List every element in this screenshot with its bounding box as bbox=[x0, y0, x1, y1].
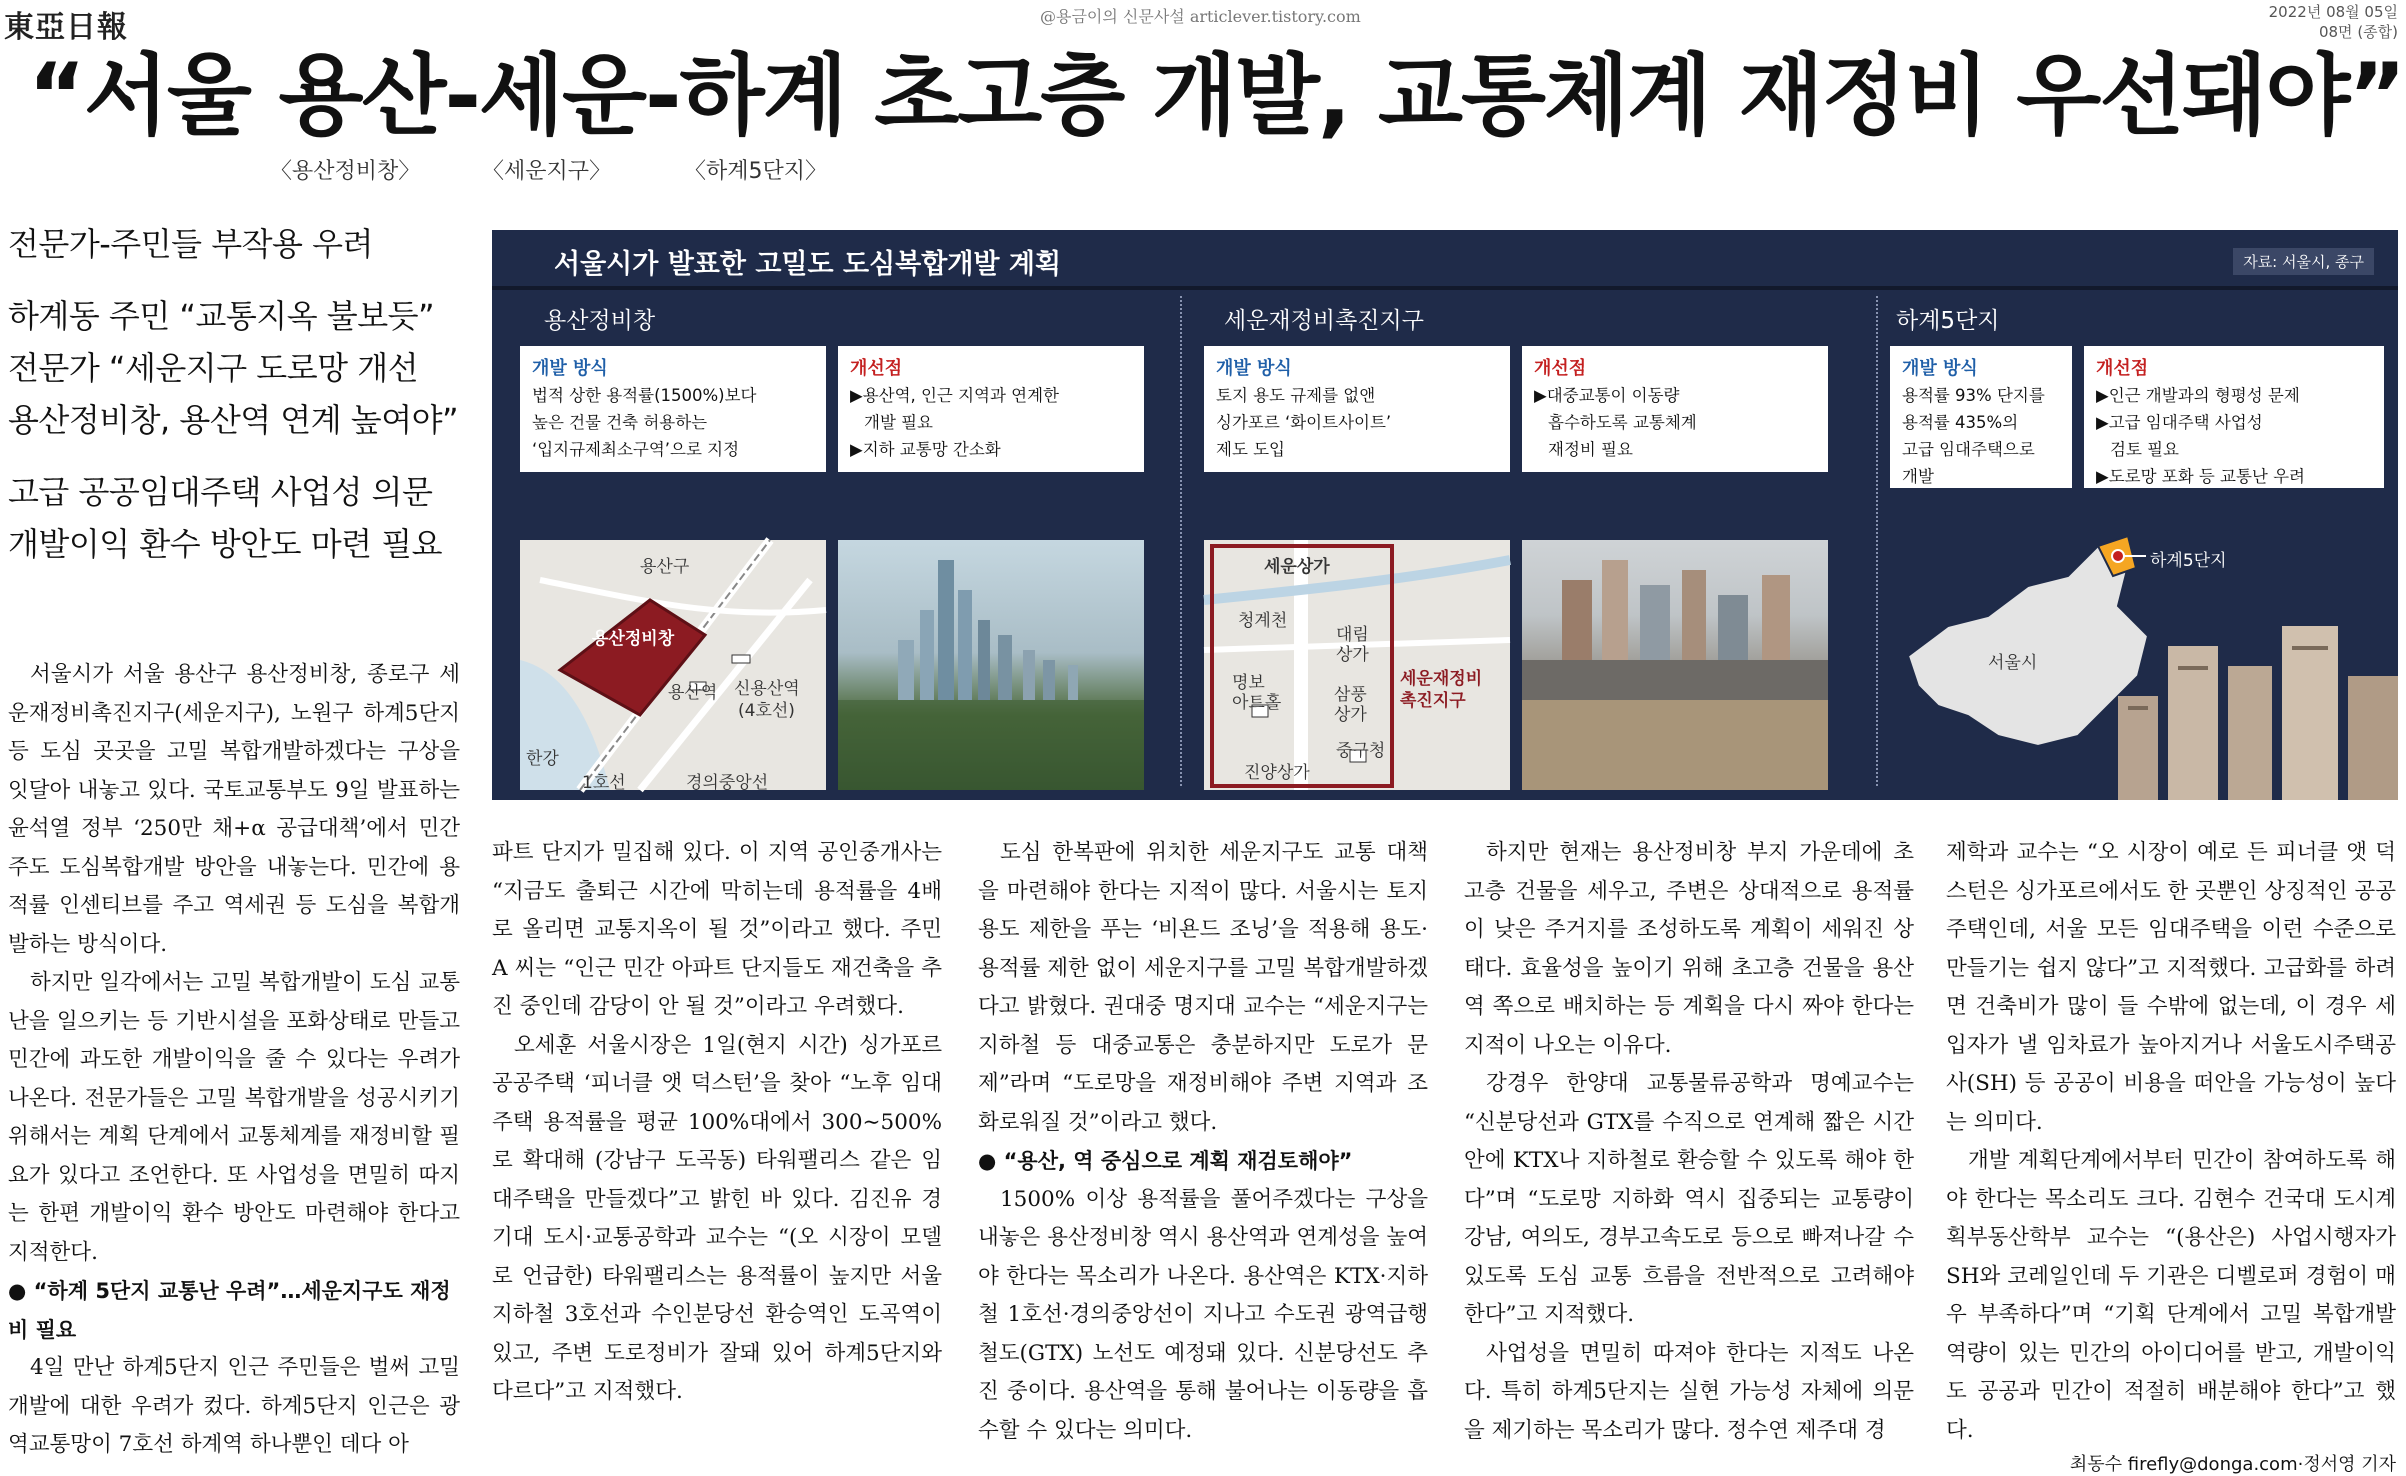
improve-line: ▶고급 임대주택 사업성 bbox=[2096, 413, 2263, 432]
article-headline: “서울 용산-세운-하계 초고층 개발, 교통체계 재정비 우선돼야” bbox=[28, 44, 2405, 147]
map-label: 용산정비창 bbox=[592, 629, 675, 649]
map-label: 청계천 bbox=[1238, 611, 1288, 631]
article-paragraph: 1500% 이상 용적률을 풀어주겠다는 구상을 내놓은 용산정비창 역시 용산역과 연계성을 높여야 한다는 목소리가 나온다. 용산역은 KTX·지하철 1호선·경의중앙선이 지나고 수도권 광역급행철도(GTX) 노선도 예정돼 있다. 신분당선도 추진 중이다. 용산역을 통해 불어나는 이동량을 흡수할 수 있다는 의미다. bbox=[978, 1186, 1428, 1443]
map-label: 용산역 bbox=[668, 683, 718, 703]
method-line: ‘입지규제최소구역’으로 지정 bbox=[532, 440, 740, 459]
improve-line: 흡수하도록 교통체계 bbox=[1548, 413, 1697, 432]
article-paragraph: 개발 계획단계에서부터 민간이 참여하도록 해야 한다는 목소리도 크다. 김현수 건국대 도시계획부동산학부 교수는 “(용산은) 사업시행자가 SH와 코레일인데 두 기관은 디벨로퍼 경험이 매우 부족하다”며 “기획 단계에서 고밀 복합개발 역량이 있는 민간의 아이디어를 받고, 개발이익도 공공과 민간이 적절히 배분해야 한다”고 했다. bbox=[1946, 1148, 2396, 1443]
hagye-illustration bbox=[1878, 506, 2398, 800]
method-line: 높은 건물 건축 허용하는 bbox=[532, 413, 708, 432]
subhead-3-line-1: 고급 공공임대주택 사업성 의문 bbox=[8, 473, 433, 511]
newspaper-logo: 東亞日報 bbox=[4, 10, 128, 45]
map-label: 세운재정비 bbox=[1400, 669, 1483, 689]
article-subtitle: ● “용산, 역 중심으로 계획 재검토해야” bbox=[978, 1149, 1353, 1173]
article-paragraph: 파트 단지가 밀집해 있다. 이 지역 공인중개사는 “지금도 출퇴근 시간에 막히는데 용적률을 4배로 올리면 교통지옥이 될 것”이라고 했다. 주민 A 씨는 “인근 민간 아파트 단지들도 재건축을 추진 중인데 감당이 안 될 것”이라고 우려했다. bbox=[492, 840, 942, 1019]
improve-card bbox=[2084, 346, 2384, 488]
section-hagye bbox=[1878, 290, 2398, 800]
infographic-source: 자료: 서울시, 종구 bbox=[2233, 248, 2374, 275]
map-label: 상가 bbox=[1336, 645, 1369, 665]
caption-sewoon: 〈세운지구〉 bbox=[482, 159, 612, 184]
method-title: 개발 방식 bbox=[1902, 358, 1978, 379]
method-line: 싱가포르 ‘화이트사이트’ bbox=[1216, 413, 1392, 432]
infographic bbox=[492, 230, 2398, 800]
section-title: 세운재정비촉진지구 bbox=[1224, 308, 1424, 334]
map-label: 아트홀 bbox=[1232, 693, 1282, 713]
map-label: 대림 bbox=[1336, 625, 1369, 645]
article-paragraph: 하지만 일각에서는 고밀 복합개발이 도심 교통난을 일으키는 등 기반시설을 포화상태로 만들고 민간에 과도한 개발이익을 줄 수 있다는 우려가 나온다. 전문가들은 고밀 복합개발을 성공시키기 위해서는 계획 단계에서 교통체계를 재정비할 필요가 있다고 조언한다. 또 사업성을 면밀히 따지는 한편 개발이익 환수 방안도 마련해야 한다고 지적한다. bbox=[8, 970, 460, 1265]
page-number: 08면 (종합) bbox=[2318, 23, 2398, 41]
map-label: 상가 bbox=[1334, 705, 1367, 725]
improve-title: 개선점 bbox=[1534, 358, 1587, 379]
seoul-map-svg bbox=[1878, 506, 2398, 800]
article-column-1 bbox=[8, 656, 460, 1465]
method-card bbox=[1890, 346, 2072, 488]
article-paragraph: 하지만 현재는 용산정비창 부지 가운데에 초고층 건물을 세우고, 주변은 상대적으로 용적률이 낮은 주거지를 조성하도록 계획이 세워진 상태다. 효율성을 높이기 위해 초고층 건물을 용산역 쪽으로 배치하는 등 계획을 다시 짜야 한다는 지적이 나오는 이유다. bbox=[1464, 840, 1914, 1058]
subhead-1: 전문가-주민들 부작용 우려 bbox=[8, 225, 373, 263]
subhead-2-line-1: 하계동 주민 “교통지옥 불보듯” bbox=[8, 297, 435, 335]
improve-line: 검토 필요 bbox=[2110, 440, 2180, 459]
map-label: (4호선) bbox=[738, 701, 795, 721]
article-column-3 bbox=[978, 834, 1428, 1450]
publish-date: 2022년 08월 05일 bbox=[2268, 3, 2398, 21]
map-label: 신용산역 bbox=[734, 679, 800, 699]
map-label: 용산구 bbox=[640, 557, 690, 577]
article-column-5 bbox=[1946, 834, 2396, 1476]
article-column-2 bbox=[492, 834, 942, 1412]
improve-line: ▶지하 교통망 간소화 bbox=[850, 440, 1001, 459]
yongsan-rendering-svg bbox=[838, 540, 1144, 790]
improve-line: 개발 필요 bbox=[864, 413, 934, 432]
map-label: 중구청 bbox=[1336, 741, 1386, 761]
map-label: 촉진지구 bbox=[1400, 691, 1466, 711]
improve-card bbox=[838, 346, 1144, 472]
method-line: 용적률 435%의 bbox=[1902, 413, 2019, 432]
method-title: 개발 방식 bbox=[532, 358, 608, 379]
article-paragraph: 4일 만난 하계5단지 인근 주민들은 벌써 고밀개발에 대한 우려가 컸다. 하계5단지 인근은 광역교통망이 7호선 하계역 하나뿐인 데다 아 bbox=[8, 1355, 460, 1457]
yongsan-map-svg bbox=[520, 540, 826, 790]
improve-card bbox=[1522, 346, 1828, 472]
improve-title: 개선점 bbox=[2096, 358, 2149, 379]
method-line: 토지 용도 규제를 없앤 bbox=[1216, 386, 1376, 405]
dateline bbox=[2269, 2, 2398, 42]
map-label: 세운상가 bbox=[1264, 557, 1330, 577]
subhead-2-line-3: 용산정비창, 용산역 연계 높여야” bbox=[8, 401, 459, 439]
method-card bbox=[520, 346, 826, 472]
article-paragraph: 제학과 교수는 “오 시장이 예로 든 피너클 앳 덕스턴은 싱가포르에서도 한 곳뿐인 상징적인 공공주택인데, 서울 모든 임대주택을 이런 수준으로 만들기는 쉽지 않다”고 지적했다. 고급화를 하려면 건축비가 많이 들 수밖에 없는데, 이 경우 세입자가 낼 임차료가 높아지거나 서울도시주택공사(SH) 등 공공이 비용을 떠안을 가능성이 높다는 의미다. bbox=[1946, 840, 2396, 1135]
map-label: 삼풍 bbox=[1334, 685, 1367, 705]
section-title: 용산정비창 bbox=[544, 308, 656, 334]
infographic-title: 서울시가 발표한 고밀도 도심복합개발 계획 bbox=[554, 249, 1062, 280]
caption-yongsan: 〈용산정비창〉 bbox=[270, 159, 421, 184]
article-byline: 최동수 firefly@donga.com·정서영 기자 bbox=[2069, 1454, 2396, 1475]
sewoon-photo bbox=[1522, 540, 1828, 790]
improve-line: 재정비 필요 bbox=[1548, 440, 1633, 459]
map-label: 한강 bbox=[526, 749, 559, 769]
article-paragraph: 오세훈 서울시장은 1일(현지 시간) 싱가포르 공공주택 ‘피너클 앳 덕스턴’을 찾아 “노후 임대주택 용적률을 평균 100%대에서 300∼500%로 확대해 (강남구 도곡동) 타워팰리스 같은 임대주택을 만들겠다”고 밝힌 바 있다. 김진유 경기대 도시·교통공학과 교수는 “(오 시장이 모델로 언급한) 타워팰리스는 용적률이 높지만 서울지하철 3호선과 수인분당선 환승역인 도곡역이 있고, 주변 도로정비가 잘돼 있어 하계5단지와 다르다”고 지적했다. bbox=[492, 1032, 942, 1404]
improve-line: ▶도로망 포화 등 교통난 우려 bbox=[2096, 467, 2305, 486]
section-sewoon bbox=[1182, 290, 1872, 800]
method-line: 개발 bbox=[1902, 467, 1934, 486]
map-label: 진양상가 bbox=[1244, 763, 1310, 783]
map-label: 경의중앙선 bbox=[686, 773, 769, 793]
sewoon-map bbox=[1204, 540, 1510, 790]
method-title: 개발 방식 bbox=[1216, 358, 1292, 379]
improve-line: ▶인근 개발과의 형평성 문제 bbox=[2096, 386, 2300, 405]
article-paragraph: 강경우 한양대 교통물류공학과 명예교수는 “신분당선과 GTX를 수직으로 연계해 짧은 시간 안에 KTX나 지하철로 환승할 수 있도록 해야 한다”며 “도로망 지하화 역시 집중되는 교통량이 강남, 여의도, 경부고속도로 등으로 빠져나갈 수 있도록 도심 교통 흐름을 전반적으로 고려해야 한다”고 지적했다. bbox=[1464, 1071, 1914, 1327]
method-line: 용적률 93% 단지를 bbox=[1902, 386, 2045, 405]
improve-title: 개선점 bbox=[850, 358, 903, 379]
masthead bbox=[0, 0, 2406, 45]
watermark-text: @용금이의 신문사설 articlever.tistory.com bbox=[1040, 7, 1361, 26]
map-label: 명보 bbox=[1232, 673, 1265, 693]
caption-hagye: 〈하계5단지〉 bbox=[684, 159, 828, 184]
method-line: 고급 임대주택으로 bbox=[1902, 440, 2035, 459]
subheads bbox=[8, 218, 488, 570]
improve-line: ▶대중교통이 이동량 bbox=[1534, 386, 1680, 405]
map-label: 서울시 bbox=[1988, 653, 2038, 673]
article-paragraph: 서울시가 서울 용산구 용산정비창, 종로구 세운재정비촉진지구(세운지구), 노원구 하계5단지 등 도심 곳곳을 고밀 복합개발하겠다는 구상을 잇달아 내놓고 있다. 국토교통부도 9일 발표하는 윤석열 정부 ‘250만 채+α 공급대책’에서 민간주도 도심복합개발 방안을 내놓는다. 민간에 용적률 인센티브를 주고 역세권 등 도심을 복합개발하는 방식이다. bbox=[8, 662, 460, 957]
yongsan-map bbox=[520, 540, 826, 793]
map-label: 하계5단지 bbox=[2150, 551, 2227, 571]
section-title: 하계5단지 bbox=[1896, 308, 2000, 334]
map-label: 1호선 bbox=[582, 773, 626, 793]
article-paragraph: 사업성을 면밀히 따져야 한다는 지적도 나온다. 특히 하계5단지는 실현 가능성 자체에 의문을 제기하는 목소리가 많다. 정수연 제주대 경 bbox=[1464, 1340, 1914, 1443]
sewoon-photo-svg bbox=[1522, 540, 1828, 790]
article-paragraph: 도심 한복판에 위치한 세운지구도 교통 대책을 마련해야 한다는 지적이 많다. 서울시는 토지용도 제한을 푸는 ‘비욘드 조닝’을 적용해 용도·용적률 제한 없이 세운지구를 고밀 복합개발하겠다고 밝혔다. 권대중 명지대 교수는 “세운지구는 지하철 등 대중교통은 충분하지만 도로가 문제”라며 “도로망을 재정비해야 주변 지역과 조화로워질 것”이라고 했다. bbox=[978, 840, 1428, 1135]
subhead-2-line-2: 전문가 “세운지구 도로망 개선 bbox=[8, 349, 419, 387]
yongsan-rendering bbox=[838, 540, 1144, 790]
method-card bbox=[1204, 346, 1510, 472]
subhead-3-line-2: 개발이익 환수 방안도 마련 필요 bbox=[8, 525, 443, 563]
section-yongsan bbox=[492, 290, 1172, 800]
improve-line: ▶용산역, 인근 지역과 연계한 bbox=[850, 386, 1059, 405]
article-column-4 bbox=[1464, 834, 1914, 1450]
method-line: 제도 도입 bbox=[1216, 440, 1286, 459]
method-line: 법적 상한 용적률(1500%)보다 bbox=[532, 386, 757, 405]
article-subtitle: ● “하계 5단지 교통난 우려”…세운지구도 재정비 필요 bbox=[8, 1279, 451, 1342]
